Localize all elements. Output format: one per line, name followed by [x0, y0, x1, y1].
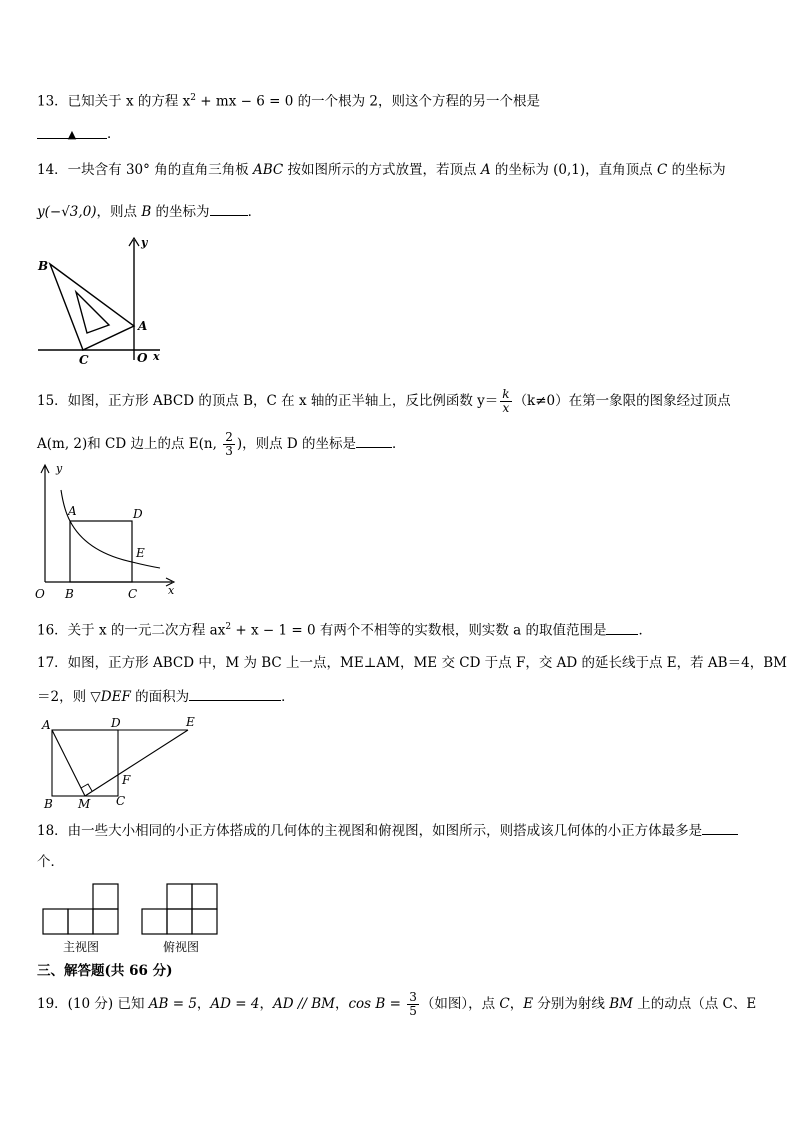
q15-label-B: B	[65, 587, 74, 601]
q18-answer-blank	[702, 820, 738, 835]
q14-label-A: A	[138, 319, 148, 333]
q17-label-D: D	[111, 716, 121, 730]
q15-answer-blank	[356, 433, 392, 448]
q17-line2: ＝2，则 ▽DEF 的面积为 ．	[37, 686, 295, 707]
q17-label-E: E	[186, 715, 195, 729]
q17-line1: 17．如图，正方形 ABCD 中，M 为 BC 上一点，ME⊥AM，ME 交 CD 于点 F，交 AD 的延长线于点 E，若 AB＝4，BM	[37, 655, 787, 671]
q15-label-E: E	[136, 546, 145, 560]
q15-label-C: C	[128, 587, 138, 601]
q17-label-M: M	[78, 797, 91, 810]
q15-label-x: x	[168, 584, 175, 597]
q15-label-y: y	[56, 462, 63, 475]
q18-front-view	[41, 883, 121, 935]
q15-fraction-2-3: $\frac{2}{3}$	[225, 430, 233, 458]
q18-line2: 个．	[37, 854, 64, 870]
q14-line2: y(−√3,0)，则点 B 的坐标为 ．	[37, 201, 261, 222]
q14-label-O: O	[137, 351, 148, 365]
q14-label-C: C	[79, 353, 89, 367]
q14-label-y: y	[141, 236, 148, 249]
q18-line1: 18．由一些大小相同的小正方体搭成的几何体的主视图和俯视图，如图所示，则搭成该几何体的小正方体最多是	[37, 820, 738, 841]
q17-label-F: F	[122, 773, 131, 787]
q14-answer-blank	[210, 201, 248, 216]
q15-figure	[30, 460, 185, 605]
q15-line1: 15．如图，正方形 ABCD 的顶点 B，C 在 x 轴的正半轴上，反比例函数 y＝ $\frac{k}{x}$ （k≠0）在第一象限的图象经过顶点	[37, 387, 731, 415]
q14-figure	[36, 232, 176, 367]
q18-top-view	[140, 883, 220, 935]
q17-figure	[38, 712, 206, 810]
q18-top-caption: 俯视图	[163, 940, 200, 954]
q15-label-O: O	[35, 587, 45, 601]
section-heading: 三、解答题(共 66 分)	[37, 963, 173, 979]
q14-label-B: B	[38, 259, 49, 273]
q17-label-C: C	[116, 794, 126, 808]
q15-fraction-kx: $\frac{k}{x}$	[502, 387, 510, 415]
q18-front-caption: 主视图	[63, 940, 100, 954]
q15-line2: A(m, 2)和 CD 边上的点 E(n, $\frac{2}{3}$ )，则点 D 的坐标是 ．	[37, 430, 406, 458]
q17-label-B: B	[44, 797, 53, 810]
q15-label-A: A	[68, 504, 77, 518]
q16-answer-blank	[606, 620, 638, 635]
q17-label-A: A	[42, 718, 51, 732]
q13-line1: 13．已知关于 x 的方程 $x^2$ + mx − 6 = 0 的一个根为 2，则这个方程的另一个根是	[37, 93, 540, 110]
q19-line1: 19．(10 分) 已知 AB = 5，AD = 4，AD // BM，cos B = $\frac{3}{5}$ （如图），点 C，E 分别为射线 BM 上的动点（点 C、E	[37, 990, 757, 1018]
q15-label-D: D	[133, 507, 143, 521]
q14-label-x: x	[153, 350, 160, 363]
q17-answer-blank	[189, 686, 281, 701]
q19-fraction-3-5: $\frac{3}{5}$	[409, 990, 417, 1018]
q16-line: 16．关于 x 的一元二次方程 $ax^2 + x - 1 = 0$ 有两个不相等的实数根，则实数 a 的取值范围是 ．	[37, 617, 652, 641]
q13-line2: ▲ ．	[37, 124, 121, 144]
q13-answer-blank: ▲	[37, 124, 107, 139]
q14-line1: 14．一块含有 30° 角的直角三角板 ABC 按如图所示的方式放置，若顶点 A 的坐标为 (0,1)，直角顶点 C 的坐标为	[37, 162, 726, 178]
